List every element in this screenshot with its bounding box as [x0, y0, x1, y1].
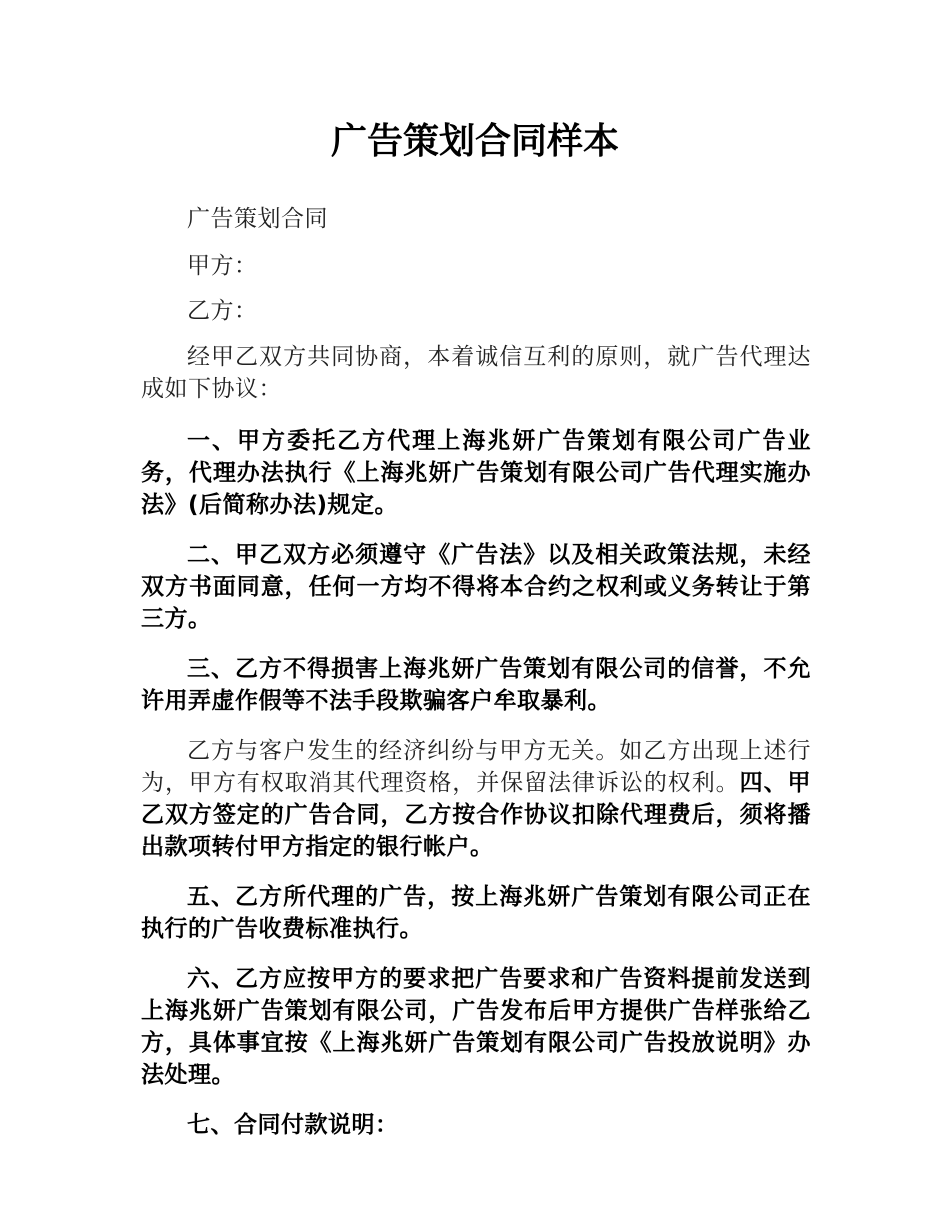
clause-3: 三、乙方不得损害上海兆妍广告策划有限公司的信誉，不允许用弄虚作假等不法手段欺骗客户牟取暴利。: [141, 656, 811, 714]
clause-3-note: 乙方与客户发生的经济纠纷与甲方无关。如乙方出现上述行为，甲方有权取消其代理资格，并保留法律诉讼的权利。: [141, 738, 811, 796]
clause-3-4-paragraph: [141, 735, 811, 863]
clause-6: 六、乙方应按甲方的要求把广告要求和广告资料提前发送到上海兆妍广告策划有限公司，广告发布后甲方提供广告样张给乙方，具体事宜按《上海兆妍广告策划有限公司广告投放说明》办法处理。: [141, 966, 811, 1088]
document-title: 广告策划合同样本: [330, 121, 619, 162]
clause-7: 七、合同付款说明：: [187, 1112, 399, 1138]
party-b-line: 乙方：: [187, 298, 258, 324]
clause-2: 二、甲乙双方必须遵守《广告法》以及相关政策法规，未经双方书面同意，任何一方均不得将本合约之权利或义务转让于第三方。: [141, 542, 811, 632]
intro-paragraph: 经甲乙双方共同协商，本着诚信互利的原则，就广告代理达成如下协议：: [141, 344, 811, 402]
clause-5: 五、乙方所代理的广告，按上海兆妍广告策划有限公司正在执行的广告收费标准执行。: [141, 884, 811, 942]
contract-subtitle: 广告策划合同: [187, 206, 328, 232]
document-body: [141, 203, 811, 1141]
party-a-line: 甲方：: [187, 253, 258, 279]
clause-1: 一、甲方委托乙方代理上海兆妍广告策划有限公司广告业务，代理办法执行《上海兆妍广告策划有限公司广告代理实施办法》(后简称办法)规定。: [141, 428, 811, 518]
clause-4: 四、甲乙双方签定的广告合同，乙方按合作协议扣除代理费后，须将播出款项转付甲方指定的银行帐户。: [141, 770, 812, 860]
